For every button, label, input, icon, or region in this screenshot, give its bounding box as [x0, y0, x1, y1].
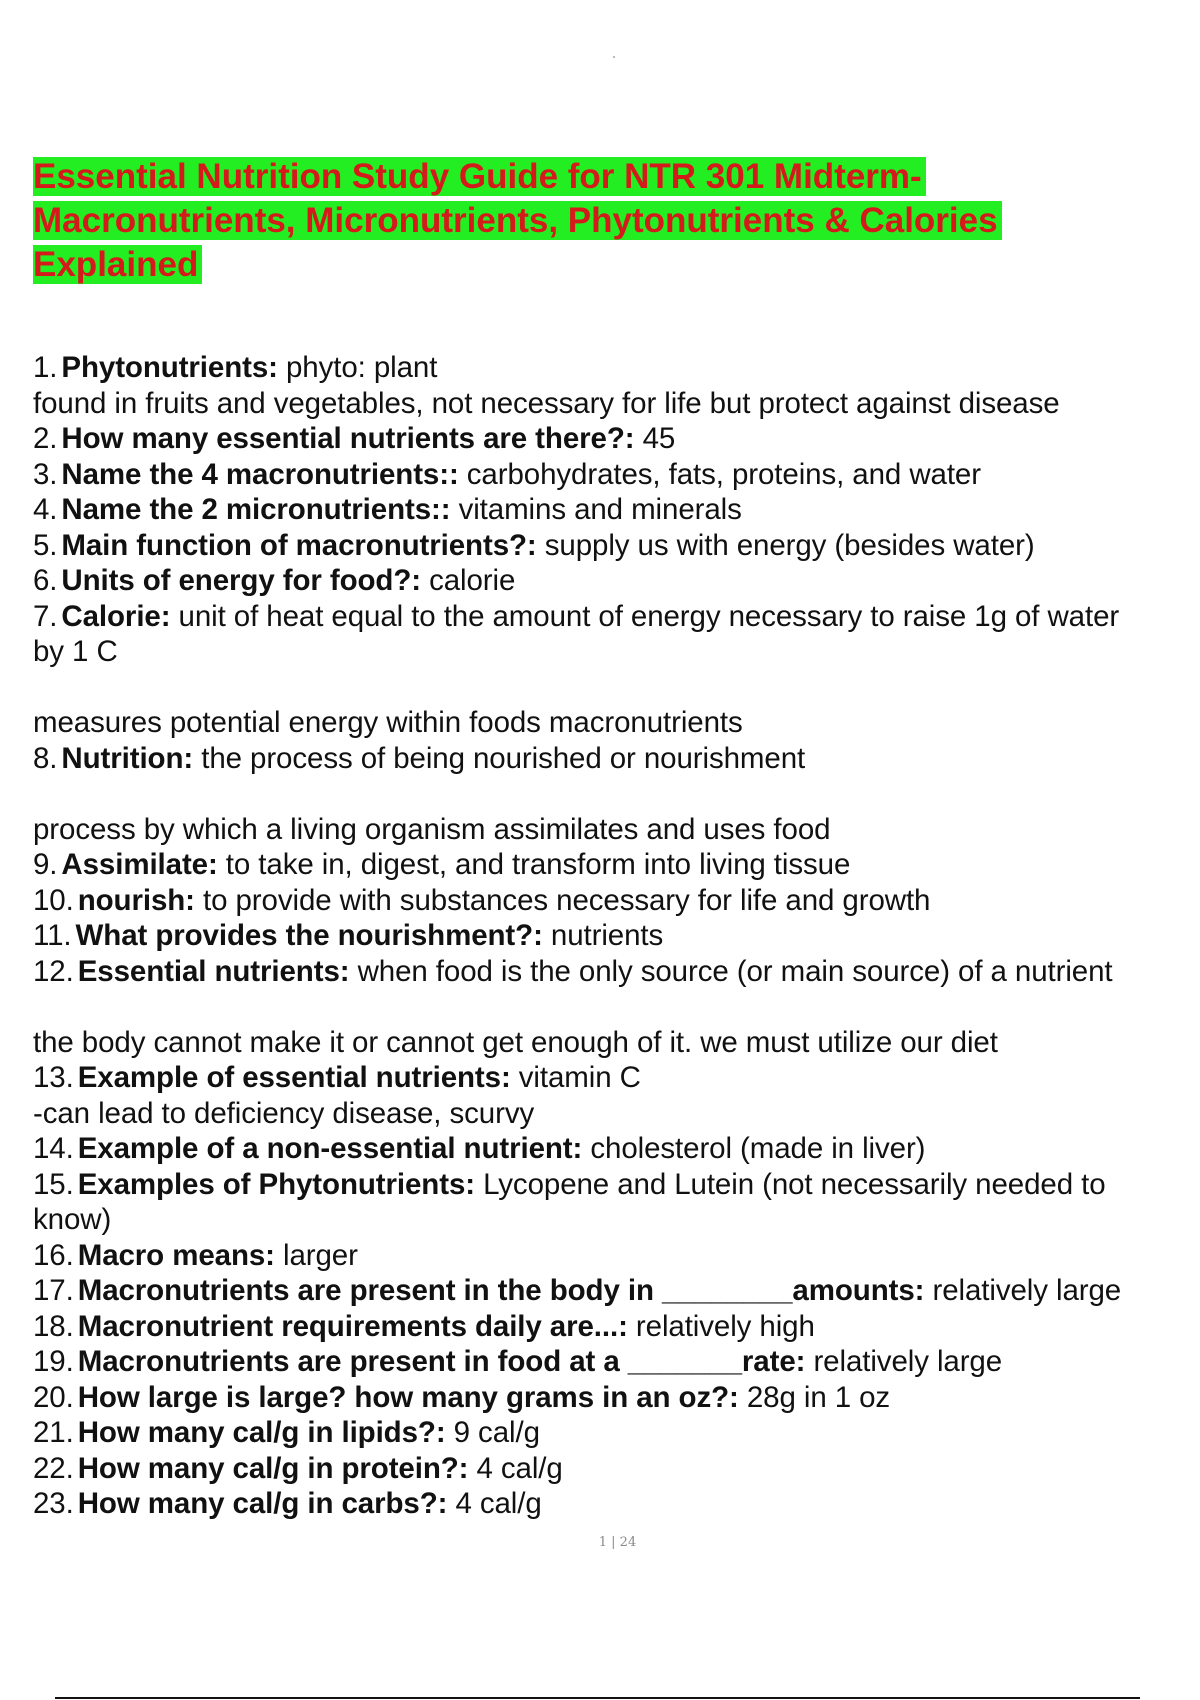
item-answer: phyto: plant: [277, 351, 438, 384]
study-item: [33, 457, 1200, 493]
item-number: 1.: [33, 351, 58, 384]
item-question: Macro means:: [77, 1238, 275, 1272]
item-number: 13.: [33, 1061, 74, 1094]
study-item: [33, 563, 1200, 599]
item-number: 6.: [33, 564, 58, 597]
study-item: [33, 1451, 1200, 1487]
document-title: [33, 155, 1153, 287]
study-item: [33, 1060, 1200, 1096]
item-question: Name the 4 macronutrients::: [61, 457, 459, 491]
study-item: [33, 1486, 1200, 1522]
item-question: Example of essential nutrients:: [77, 1061, 511, 1094]
item-number: 8.: [33, 741, 58, 775]
item-question: How many cal/g in carbs?:: [77, 1487, 448, 1520]
continuation-text: found in fruits and vegetables, not necessary for life but protect against disease: [33, 386, 1060, 420]
item-question: Macronutrients are present in food at a _______rate:: [77, 1345, 806, 1378]
item-number: 15.: [33, 1167, 74, 1201]
item-question: Examples of Phytonutrients:: [77, 1167, 475, 1201]
study-item: [33, 599, 1200, 635]
item-question: How large is large? how many grams in an oz?:: [77, 1380, 739, 1414]
item-answer: relatively high: [627, 1309, 815, 1343]
scan-speck: [613, 56, 615, 58]
item-answer: the process of being nourished or nourishment: [193, 741, 806, 775]
study-item: [33, 883, 1200, 919]
item-answer: to provide with substances necessary for life and growth: [194, 883, 931, 917]
item-number: 10.: [33, 883, 74, 917]
item-number: 22.: [33, 1451, 74, 1485]
item-answer: calorie: [420, 564, 516, 597]
study-item: [33, 421, 1200, 457]
blank-line: [33, 776, 1200, 812]
item-number: 4.: [33, 493, 58, 526]
item-answer: relatively large: [805, 1345, 1003, 1378]
continuation-text: the body cannot make it or cannot get enough of it. we must utilize our diet: [33, 1025, 998, 1059]
item-number: 7.: [33, 599, 58, 633]
item-answer: 9 cal/g: [445, 1416, 540, 1449]
item-answer: 4 cal/g: [447, 1487, 542, 1520]
item-question: Macronutrient requirements daily are...:: [77, 1309, 628, 1343]
item-number: 19.: [33, 1345, 74, 1378]
item-question: What provides the nourishment?:: [75, 919, 543, 952]
blank-line: [33, 989, 1200, 1025]
title-line: Essential Nutrition Study Guide for NTR 301 Midterm-: [33, 155, 1153, 199]
item-question: How many cal/g in protein?:: [77, 1451, 469, 1485]
item-number: 3.: [33, 457, 58, 491]
item-answer: supply us with energy (besides water): [536, 528, 1035, 562]
item-number: 17.: [33, 1274, 74, 1307]
study-item: [33, 1415, 1200, 1451]
item-number: 12.: [33, 954, 74, 988]
study-item: [33, 1238, 1200, 1274]
item-question: Assimilate:: [61, 848, 218, 881]
item-answer: larger: [274, 1238, 358, 1272]
item-question: Main function of macronutrients?:: [61, 528, 537, 562]
item-question: Macronutrients are present in the body in ________amounts:: [77, 1274, 925, 1307]
item-number: 18.: [33, 1309, 74, 1343]
continuation-text: measures potential energy within foods macronutrients: [33, 706, 743, 739]
item-answer: vitamins and minerals: [450, 493, 742, 526]
item-question: Phytonutrients:: [61, 351, 278, 384]
item-number: 14.: [33, 1132, 74, 1165]
study-item: [33, 1131, 1200, 1167]
item-answer: relatively large: [924, 1274, 1122, 1307]
item-answer: vitamin C: [510, 1061, 641, 1094]
continuation-text: by 1 C: [33, 635, 118, 668]
study-item: [33, 1167, 1200, 1203]
item-number: 20.: [33, 1380, 74, 1414]
footer-divider: [55, 1697, 1140, 1699]
item-answer: when food is the only source (or main source) of a nutrient: [349, 954, 1113, 988]
item-question: How many cal/g in lipids?:: [77, 1416, 446, 1449]
item-answer: 45: [634, 422, 676, 455]
page-number: 1 | 24: [598, 1535, 637, 1550]
item-question: How many essential nutrients are there?:: [61, 422, 635, 455]
item-number: 11.: [33, 919, 72, 952]
item-question: Nutrition:: [61, 741, 194, 775]
study-item: [33, 1273, 1200, 1309]
title-line: Explained: [33, 243, 1153, 287]
item-answer: unit of heat equal to the amount of energy necessary to raise 1g of water: [170, 599, 1120, 633]
continuation-text: know): [33, 1203, 112, 1236]
continuation-text: -can lead to deficiency disease, scurvy: [33, 1096, 535, 1130]
study-item: [33, 350, 1200, 386]
item-question: Name the 2 micronutrients::: [61, 493, 451, 526]
study-item: [33, 1380, 1200, 1416]
title-line: Macronutrients, Micronutrients, Phytonutrients & Calories: [33, 199, 1153, 243]
study-item: [33, 492, 1200, 528]
item-question: Example of a non-essential nutrient:: [77, 1132, 583, 1165]
study-item: [33, 741, 1200, 777]
item-number: 16.: [33, 1238, 74, 1272]
study-item: [33, 1309, 1200, 1345]
item-answer: nutrients: [542, 919, 664, 952]
item-answer: Lycopene and Lutein (not necessarily needed to: [474, 1167, 1106, 1201]
study-item: [33, 954, 1200, 990]
item-question: Essential nutrients:: [77, 954, 350, 988]
study-item: [33, 847, 1200, 883]
item-number: 21.: [33, 1416, 74, 1449]
item-question: Calorie:: [61, 599, 171, 633]
item-question: Units of energy for food?:: [61, 564, 421, 597]
item-number: 5.: [33, 528, 58, 562]
item-answer: cholesterol (made in liver): [582, 1132, 926, 1165]
item-answer: carbohydrates, fats, proteins, and water: [458, 457, 981, 491]
item-answer: 28g in 1 oz: [738, 1380, 891, 1414]
study-item: [33, 1344, 1200, 1380]
continuation-text: process by which a living organism assimilates and uses food: [33, 812, 831, 846]
study-guide-list: [33, 350, 1200, 1522]
item-question: nourish:: [77, 883, 195, 917]
study-item: [33, 918, 1200, 954]
item-answer: 4 cal/g: [468, 1451, 563, 1485]
study-item: [33, 528, 1200, 564]
item-answer: to take in, digest, and transform into living tissue: [217, 848, 851, 881]
item-number: 2.: [33, 422, 58, 455]
item-number: 9.: [33, 848, 58, 881]
blank-line: [33, 670, 1200, 706]
item-number: 23.: [33, 1487, 74, 1520]
